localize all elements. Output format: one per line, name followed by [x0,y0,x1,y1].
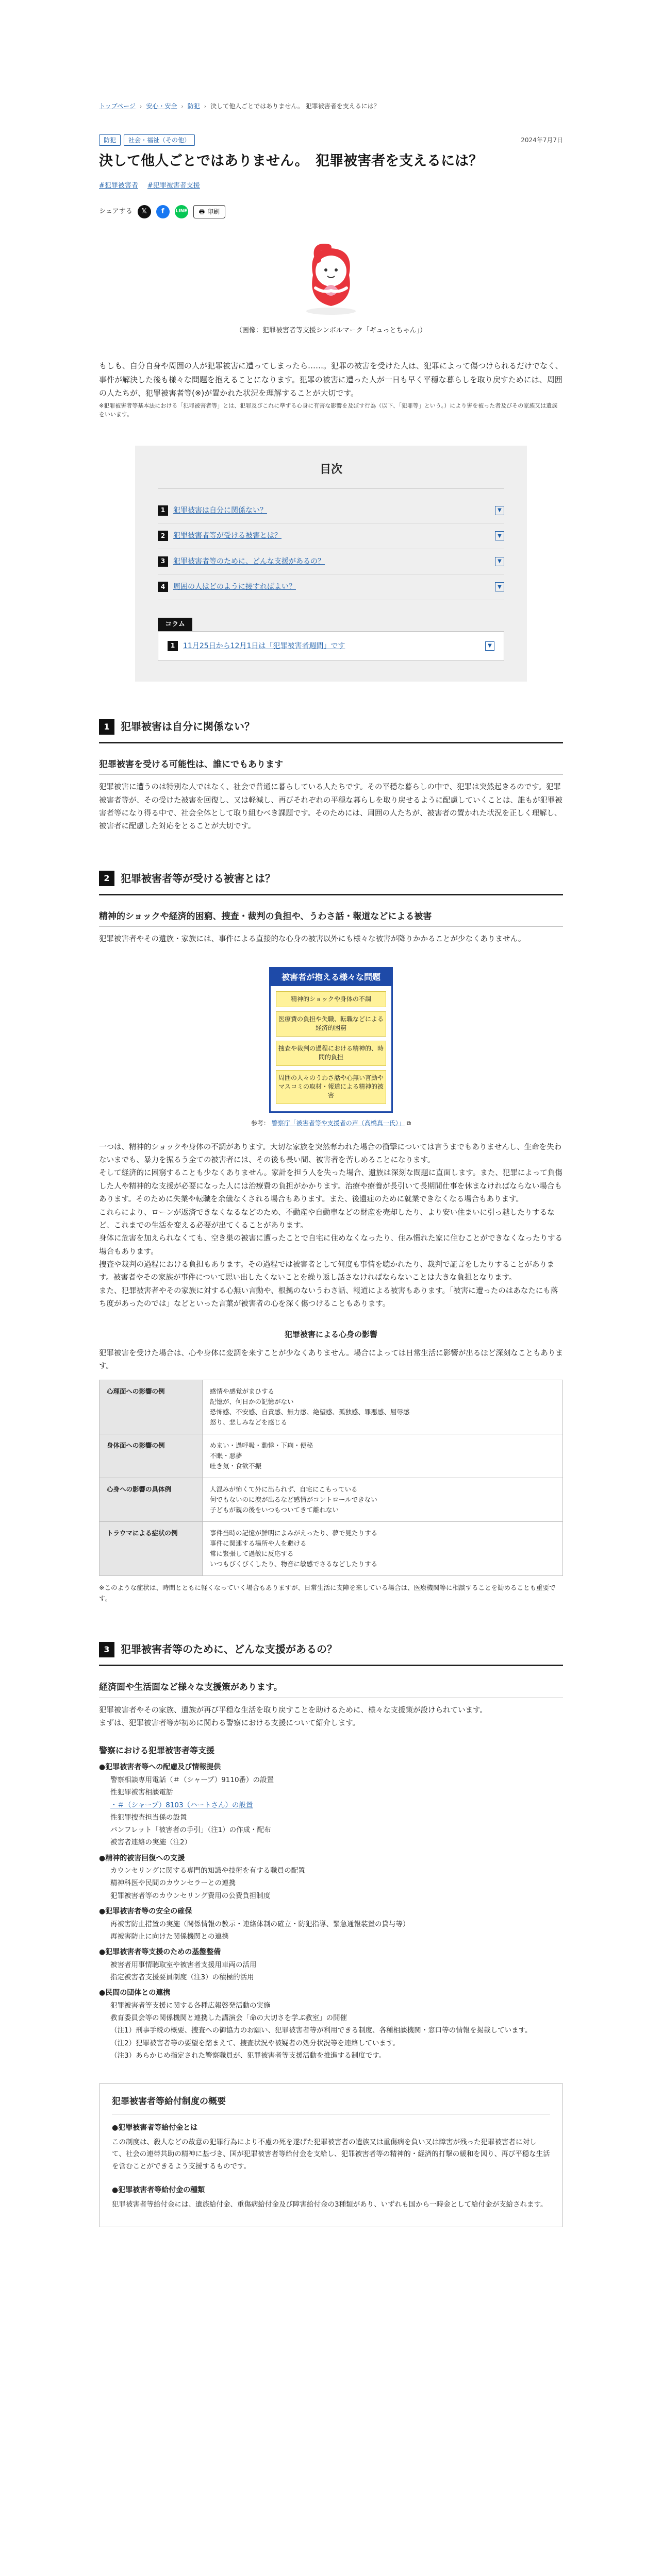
toc-number: 1 [158,505,168,516]
table-header-cell: 心身への影響の具体例 [100,1478,203,1521]
reference-prefix: 参考： [251,1119,270,1127]
list-item: カウンセリングに関する専門的知識や技術を有する職員の配置 [110,1867,305,1875]
meta-row [99,134,563,146]
list-item-link[interactable]: ・＃（シャープ）8103（ハートさん）の設置 [110,1801,253,1809]
list-item: 指定被害者支援要員制度（注3）の積極的活用 [110,1973,254,1981]
list-item: （注1）刑事手続の概要、捜査への御協力のお願い、犯罪被害者等が利用できる制度、各種相談機関・窓口等の情報を掲載しています。 [110,2026,532,2035]
table-note: ※このような症状は、時間とともに軽くなっていく場合もありますが、日常生活に支障を来している場合は、医療機関等に相談することを勧めることも重要です。 [99,1583,556,1603]
section-number: 1 [99,719,114,735]
toc-link[interactable]: 周囲の人はどのように接すればよい？ [173,583,296,591]
table-header-cell: 心理面への影響の例 [100,1380,203,1434]
list-item: （注2）犯罪被害者等の要望を踏まえて、捜査状況や被疑者の処分状況等を連絡しています。 [110,2039,400,2047]
table-row [100,1434,563,1478]
toc-item[interactable] [158,574,504,600]
breadcrumb-crime-prevention[interactable]: 防犯 [187,103,200,110]
table-cell: 人混みが怖くて外に出られず、自宅にこもっている 何でもないのに涙が出るなど感情がコントロールできない 子どもが親の後をいつもついてきて離れない [203,1478,563,1521]
breadcrumb-home[interactable]: トップページ [99,103,136,110]
police-support-list [99,1761,563,2062]
section-heading-3 [99,1640,563,1666]
problems-title: 被害者が抱える様々な問題 [271,969,391,986]
mascot-caption: （画像：犯罪被害者等支援シンボルマーク「ギュっとちゃん」） [235,326,427,334]
section-number: 3 [99,1642,114,1657]
arrow-down-icon[interactable]: ▼ [485,641,494,651]
hashtag-victim-support[interactable]: #犯罪被害者支援 [147,181,200,190]
reference-link[interactable]: 警察庁「被害者等や支援者の声（高橋真一氏）」 [271,1119,405,1127]
chevron-right-icon: › [204,103,207,110]
grant-subheading: ●犯罪被害者等給付金とは [112,2124,198,2132]
table-header-cell: トラウマによる症状の例 [100,1521,203,1575]
table-cell: 事件当時の記憶が鮮明によみがえったり、夢で見たりする 事件に関連する場所や人を避ける 常に緊張して過敏に反応する いつもびくびくしたり、物音に敏感でさるなどしたりする [203,1521,563,1575]
list-item: 再被害防止に向けた関係機関との連携 [110,1932,229,1941]
list-item: パンフレット「被害者の手引」（注1）の作成・配布 [110,1826,271,1835]
toc-number: 2 [158,531,168,541]
problems-diagram [269,967,393,1113]
table-intro: 犯罪被害を受けた場合は、心や身体に変調を来すことが少なくありません。場合によっては日常生活に影響が出るほど深刻なこともあります。 [99,1349,563,1371]
problem-item: 周囲の人々のうわさ話や心無い言動やマスコミの取材・報道による精神的被害 [276,1070,386,1104]
section-title: 犯罪被害者等のために、どんな支援があるの？ [121,1643,337,1656]
breadcrumb-current: 決して他人ごとではありません。 犯罪被害者を支えるには？ [210,103,380,110]
table-row [100,1478,563,1521]
chevron-right-icon: › [139,103,142,110]
table-cell: 感情や感覚がまひする 記憶が、何日かの記憶がない 恐怖感、不安感、自責感、無力感、絶望感、孤独感、罪悪感、屈辱感 怒り、悲しみなどを感じる [203,1380,563,1434]
share-bar [99,205,563,218]
list-item: 犯罪被害者等支援に関する各種広報啓発活動の実施 [110,2001,271,2010]
toc-item[interactable] [158,549,504,575]
list-item: 犯罪被害者等のカウンセリング費用の公費負担制度 [110,1891,271,1900]
page-title: 決して他人ごとではありません。 犯罪被害者を支えるには？ [99,153,483,169]
police-support-title: 警察における犯罪被害者等支援 [99,1745,215,1756]
lead-text: もしも、自分自身や周囲の人が犯罪被害に遭ってしまったら……。犯罪の被害を受けた人は、犯罪によって傷つけられるだけでなく、事件が解決した後も様々な問題を抱えることになります。犯罪の被害に遭った人が一日も早く平穏な暮らしを取り戻すためには、周囲の人たちが、犯罪被害者等(※)が置かれた状況を理解することが大切です。 [99,361,563,398]
list-item: 再被害防止措置の実施（関係情報の教示・連絡体制の確立・防犯指導、緊急通報装置の貸与等） [110,1920,410,1928]
list-item: 性犯罪捜査担当係の設置 [110,1813,187,1822]
toc-link[interactable]: 犯罪被害者等のために、どんな支援があるの？ [173,557,325,566]
breadcrumb [99,0,563,112]
list-heading: ●精神的被害回復への支援 [99,1854,185,1862]
print-label: 印刷 [207,208,220,216]
section-heading-2 [99,870,563,895]
section-title: 犯罪被害者等が受ける被害とは？ [121,872,275,885]
table-row [100,1380,563,1434]
toc-link[interactable]: 犯罪被害者等が受ける被害とは？ [173,532,282,540]
hashtag-list [99,180,563,192]
list-item [110,1799,563,1811]
reference-line [99,1118,563,1129]
chevron-right-icon: › [181,103,184,110]
list-item: 被害者用事情聴取室や被害者支援用車両の活用 [110,1960,257,1969]
toc-title: 目次 [158,460,504,489]
toc-link[interactable]: 犯罪被害は自分に関係ない？ [173,506,267,515]
list-heading: ●民間の団体との連携 [99,1989,171,1997]
grant-body: 犯罪被害者等給付金には、遺族給付金、重傷病給付金及び障害給付金の3種類があり、いずれも国から一時金として給付金が支給されます。 [112,2200,548,2209]
publish-date: 2024年7月7日 [521,136,563,144]
section-subheading: 精神的ショックや経済的困窮、捜査・裁判の負担や、うわさ話・報道などによる被害 [99,910,563,927]
section-title: 犯罪被害は自分に関係ない？ [121,720,255,733]
list-heading: ●犯罪被害者等支援のための基盤整備 [99,1948,221,1957]
hashtag-crime-victims[interactable]: #犯罪被害者 [99,181,138,190]
table-of-contents [135,446,527,682]
arrow-down-icon[interactable]: ▼ [495,531,504,540]
section-body: 犯罪被害に遭うのは特別な人ではなく、社会で普通に暮らしている人たちです。その平穏な暮らしの中で、犯罪は突然起きるのです。犯罪被害者等が、その受けた被害を回復し、又は軽減し、再びそれぞれの平穏な暮らしを取り戻せるように配慮していくことは、誰もが犯罪被害者等になり得る中で、社会全体として取り組むべき課題です。そのためには、周囲の人たちが、被害者の置かれた状況を正しく理解し、被害者に配慮した対応をとることが大切です。 [99,783,562,831]
toc-item-column[interactable] [168,634,494,659]
list-item: 性犯罪被害相談電話 [110,1788,173,1797]
section-subheading: 経済面や生活面など様々な支援策があります。 [99,1681,563,1698]
list-item: 精神科医や民間のカウンセラーとの連携 [110,1879,236,1888]
toc-number: 4 [158,582,168,592]
table-caption: 犯罪被害による心身の影響 [284,1329,377,1339]
impact-table [99,1380,563,1576]
arrow-down-icon[interactable]: ▼ [495,582,504,591]
problem-item: 捜査や裁判の過程における精神的、時間的負担 [276,1041,386,1066]
grant-subheading: ●犯罪被害者等給付金の種類 [112,2186,205,2195]
print-button[interactable] [193,205,225,218]
column-box [158,631,504,662]
grant-body: この制度は、殺人などの故意の犯罪行為により不慮の死を遂げた犯罪被害者の遺族又は重傷病を負い又は障害が残った犯罪被害者に対して、社会の連帯共助の精神に基づき、国が犯罪被害者等給付金を支給し、犯罪被害者等の精神的・経済的打撃の緩和を図り、再び平穏な生活を営むことができるよう支援するものです。 [112,2138,550,2171]
section-number: 2 [99,871,114,886]
tag-social-welfare[interactable]: 社会・福祉（その他） [124,134,195,146]
external-link-icon: ⧉ [406,1119,411,1127]
article [99,0,563,2227]
tag-list [99,134,195,146]
section-body: 一つは、精神的ショックや身体の不調があります。大切な家族を突然奪われた場合の衝撃については言うまでもありませんし、生命を失わないまでも、暴力を振るう全ての被害者には、その後も長い間、被害者を苦しめることになります。 そして経済的に困窮することも少なくありません。家計を担う人を失った場合、遺族は深刻な問題に直面します。また、犯罪によって負傷した人や精神的な支援が必要になった人には治療費の負担がかかります。治療や療養が長引いて長期間仕事を休まなければならない場合もあります。そのために失業や転職を余儀なくされる場合もあります。また、後遺症のために就業できなくなる場合もあります。 これらにより、ローンが返済できなくなるなどのため、不動産や自動車などの財産を売却したり、より安い住まいに引っ越したりするなど、これまでの生活を変える必要が出てくることがあります。 身体に危害を加えられなくても、空き巣の被害に遭ったことで自宅に住めなくなったり、住み慣れた家に住むことができなくなったりする場合もあります。 捜査や裁判の過程における負担もあります。その過程では被害者として何度も事情を聴かれたり、裁判で証言をしたりすることがあります。被害者やその家族が事件について思い出したくないことを繰り返し話さなければならないことは大きな負担となります。 また、犯罪被害者やその家族に対する心無い言動や、根拠のないうわさ話、報道による被害もあります。「被害に遭ったのはあなたにも落ち度があったのでは」などといった言葉が被害者の心を深く傷つけることもあります。 [99,1143,562,1309]
grant-title: 犯罪被害者等給付制度の概要 [112,2094,550,2114]
lead-note: ※犯罪被害者等基本法における「犯罪被害者等」とは、犯罪及びこれに準ずる心身に有害な影響を及ぼす行為（以下、「犯罪等」という。）により害を被った者及びその家族又は遺族をいいます。 [99,402,558,418]
table-header-cell: 身体面への影響の例 [100,1434,203,1478]
tag-crime-prevention[interactable]: 防犯 [99,134,121,146]
toc-item[interactable] [158,498,504,524]
share-label: シェアする [99,207,133,215]
section-subheading: 犯罪被害を受ける可能性は、誰にでもあります [99,758,563,775]
toc-number: 3 [158,556,168,567]
toc-item[interactable] [158,523,504,549]
printer-icon: 🖶 [198,208,205,216]
list-item: 被害者連絡の実施（注2） [110,1838,192,1847]
breadcrumb-safety[interactable]: 安心・安全 [146,103,177,110]
problem-item: 精神的ショックや身体の不調 [276,991,386,1007]
list-heading: ●犯罪被害者等への配慮及び情報提供 [99,1763,221,1772]
section-heading-1 [99,718,563,743]
toc-link[interactable]: 11月25日から12月1日は「犯罪被害者週間」です [183,641,345,650]
list-heading: ●犯罪被害者等の安全の確保 [99,1907,192,1916]
column-label: コラム [158,618,192,631]
grant-box [99,2083,563,2227]
arrow-down-icon[interactable]: ▼ [495,506,504,515]
list-item: 教育委員会等の関係機関と連携した講演会「命の大切さを学ぶ教室」の開催 [110,2014,347,2023]
list-item: （注3）あらかじめ指定された警察職員が、犯罪被害者等支援活動を推進する制度です。 [110,2051,386,2060]
line-share-icon[interactable]: LINE [175,205,188,218]
section-body: 犯罪被害者やその家族、遺族が再び平穏な生活を取り戻すことを助けるために、様々な支援策が設けられています。 まずは、犯罪被害者等が初めに関わる警察における支援について紹介します。 [99,1706,487,1728]
problem-item: 医療費の負担や失職、転職などによる経済的困窮 [276,1011,386,1037]
toc-number: 1 [168,641,178,651]
list-item: 警察相談専用電話（＃（シャープ）9110番）の設置 [110,1775,274,1784]
mascot-image [287,239,375,316]
facebook-share-icon[interactable]: f [156,205,170,218]
table-cell: めまい・過呼吸・動悸・下痢・便秘 不眠・悪夢 吐き気・食欲不振 [203,1434,563,1478]
section-body: 犯罪被害者やその遺族・家族には、事件による直接的な心身の被害以外にも様々な被害が降りかかることが少なくありません。 [99,935,526,944]
arrow-down-icon[interactable]: ▼ [495,557,504,566]
mascot-figure [99,239,563,336]
x-share-icon[interactable]: 𝕏 [138,205,151,218]
table-row [100,1521,563,1575]
